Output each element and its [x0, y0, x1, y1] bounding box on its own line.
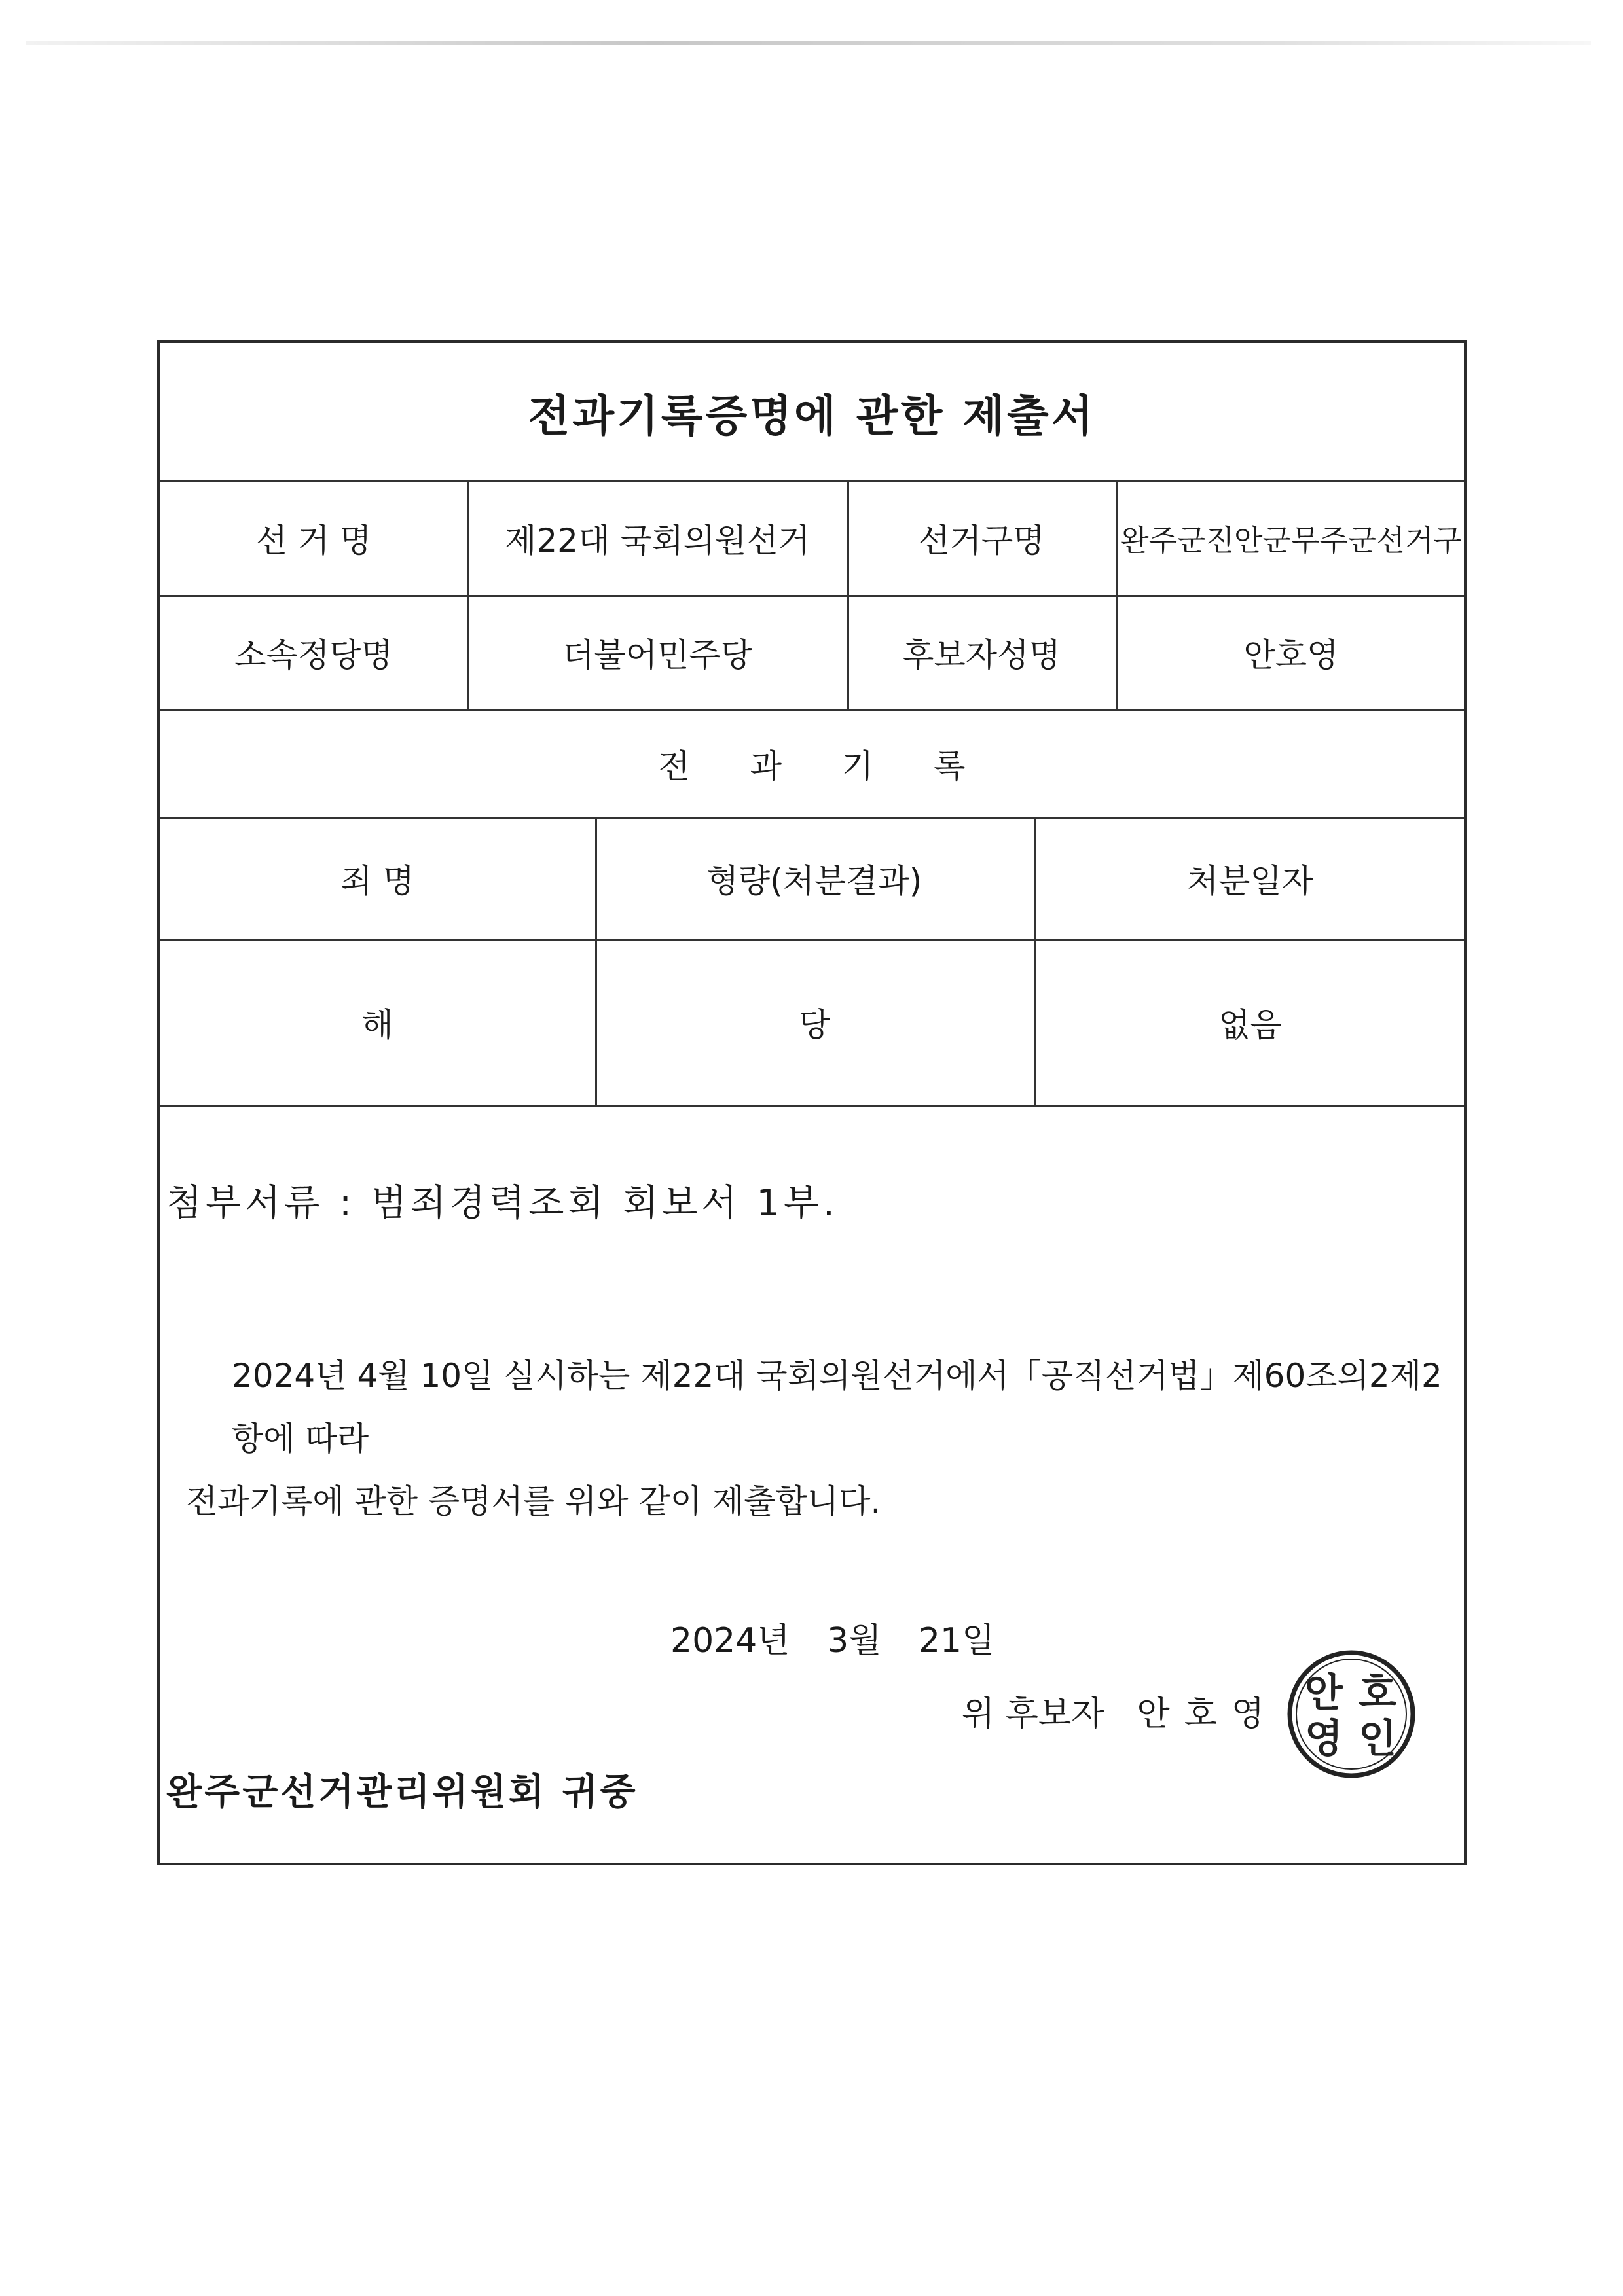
district-name-value: 완주군진안군무주군선거구 — [1120, 523, 1462, 558]
submission-form — [157, 340, 1467, 1865]
signer-role: 위 후보자 — [962, 1695, 1104, 1734]
record-cell-1: 해 — [361, 1005, 393, 1044]
records-section-title: 전 과 기 록 — [658, 747, 991, 785]
scan-edge-line — [26, 41, 1591, 45]
seal-char: 호 — [1359, 1670, 1396, 1716]
statement-line-1: 2024년 4월 10일 실시하는 제22대 국회의원선거에서「공직선거법」제60조의2제2항에 따라 — [232, 1357, 1442, 1458]
district-name-label: 선거구명 — [918, 521, 1045, 560]
header-sentence: 형량(처분결과) — [706, 861, 922, 900]
election-name-value: 제22대 국회의원선거 — [505, 521, 810, 560]
header-disposition-date: 처분일자 — [1186, 861, 1314, 900]
seal-char: 인 — [1359, 1716, 1396, 1762]
signer-name: 안호영 — [1137, 1695, 1279, 1734]
election-name-label: 선 거 명 — [255, 521, 372, 560]
attachment-note: 첨부서류 : 범죄경력조회 회보서 1부. — [166, 1182, 839, 1225]
seal-char: 영 — [1305, 1716, 1343, 1762]
submission-date: 2024년 3월 21일 — [670, 1621, 995, 1660]
addressee: 완주군선거관리위원회 귀중 — [166, 1771, 638, 1814]
statement-paragraph — [186, 1344, 1443, 1533]
seal-char: 안 — [1305, 1670, 1343, 1716]
party-name-value: 더불어민주당 — [562, 636, 752, 674]
divider — [160, 1105, 1464, 1107]
statement-line-2: 전과기록에 관한 증명서를 위와 같이 제출합니다. — [186, 1482, 881, 1520]
party-name-label: 소속정당명 — [234, 636, 393, 674]
seal-stamp — [1286, 1649, 1417, 1780]
record-cell-3: 없음 — [1218, 1005, 1282, 1044]
header-crime-name: 죄 명 — [340, 861, 414, 900]
form-title: 전과기록증명에 관한 제출서 — [528, 390, 1096, 441]
candidate-name-value: 안호영 — [1243, 636, 1339, 674]
record-cell-2: 당 — [798, 1005, 831, 1044]
signer — [962, 1686, 1279, 1735]
candidate-name-label: 후보자성명 — [902, 636, 1061, 674]
